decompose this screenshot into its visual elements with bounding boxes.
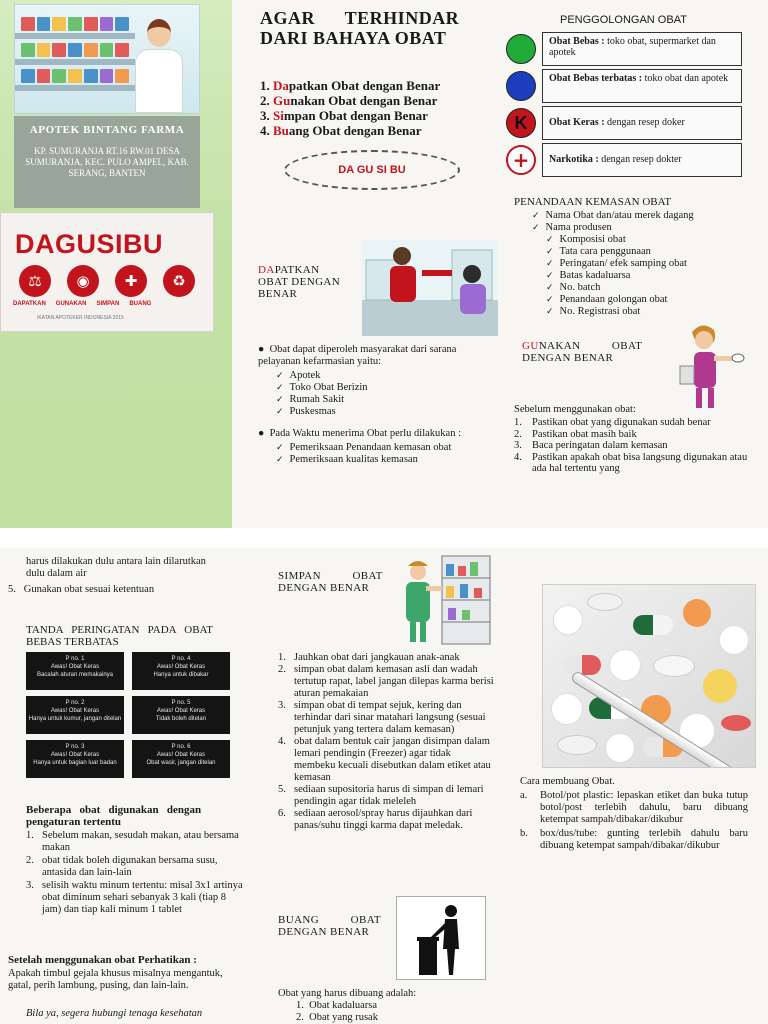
section-get-title: DAPATKAN OBAT DENGAN BENAR — [258, 264, 341, 300]
warning-card: P no. 4 Awas! Obat Keras Hanya untuk dibakar — [132, 652, 230, 690]
list-item: 2. Pastikan obat masih baik — [514, 428, 637, 440]
class-row-bebas: Obat Bebas : toko obat, supermarket dan apotek — [506, 32, 766, 66]
place-item: ✓ Rumah Sakit — [276, 394, 494, 406]
list-item: 4. Pastikan apakah obat bisa langsung digunakan atau ada hal tertentu yang — [514, 451, 748, 474]
after-use-italic: Bila ya, segera hubungi tenaga kesehatan — [26, 1008, 203, 1019]
place-item: ✓ Toko Obat Berizin — [276, 382, 494, 394]
check-item: ✓ Pemeriksaan kualitas kemasan — [276, 454, 494, 466]
class-row-narkotika: + Narkotika : dengan resep dokter — [506, 143, 766, 177]
packaging-item: ✓ Tata cara penggunaan — [546, 246, 764, 258]
after-use-text: Apakah timbul gejala khusus misalnya mengantuk, gatal, perih lambung, pusing, dan lain-lain. — [8, 968, 223, 991]
store-medicine-icon: ✚ — [115, 265, 147, 297]
list-item: 3. selisih waktu minum tertentu: misal 3x1 artinya obat diminum sehari sebanyak 3 kali (tiap 8 jam) dan tiap kali minum 1 tablet — [26, 880, 243, 915]
pills-thermometer-photo — [542, 584, 756, 768]
step-item: 4. Buang Obat dengan Benar — [260, 123, 422, 138]
list-item: ● Obat dapat diperoleh masyarakat dari sarana pelayanan kefarmasian yaitu: ✓ Apotek ✓ Toko Obat Berizin ✓ Rumah Sakit ✓ Puskesmas — [258, 344, 494, 418]
section-store-title: SIMPAN OBAT DENGAN BENAR — [278, 570, 383, 594]
list-item: 1. Jauhkan obat dari jangkauan anak-anak — [278, 652, 460, 663]
warnings-panel — [0, 548, 256, 1024]
discard-medicine-icon: ♻ — [163, 265, 195, 297]
use-medicine-icon: ◉ — [67, 265, 99, 297]
logo-label: DAPATKAN — [13, 301, 46, 307]
warning-card: P no. 1 Awas! Obat Keras Bacalah aturan memakainya — [26, 652, 124, 690]
shelf-products — [21, 43, 129, 57]
dagusibu-ellipse: DA GU SI BU — [284, 150, 460, 190]
discard-list — [296, 1000, 378, 1024]
rules-title: Beberapa obat digunakan dengan pengaturan tertentu — [26, 804, 204, 828]
logo-title: DAGUSIBU — [15, 229, 164, 259]
check-item: ✓ Pemeriksaan Penandaan kemasan obat — [276, 442, 494, 454]
classification-title: PENGGOLONGAN OBAT — [560, 14, 687, 26]
section-discard-title: BUANG OBAT DENGAN BENAR — [278, 914, 381, 938]
packaging-item: ✓ Nama Obat dan/atau merek dagang — [532, 210, 764, 222]
red-cross-icon: + — [506, 145, 536, 175]
packaging-item: ✓ Batas kadaluarsa — [546, 270, 764, 282]
step-item: 1. Dapatkan Obat dengan Benar — [260, 78, 441, 93]
store-list — [278, 652, 494, 832]
trash-bin-icon — [396, 896, 486, 980]
place-item: ✓ Puskesmas — [276, 406, 494, 418]
cover-panel — [0, 0, 232, 528]
packaging-item: ✓ Nama produsen — [532, 222, 764, 234]
discard-intro: Obat yang harus dibuang adalah: — [278, 988, 417, 999]
list-item: 2. simpan obat dalam kemasan asli dan wadah tertutup rapat, label jangan dilepas karma berisi aturan pemakaian — [278, 664, 494, 699]
logo-labels — [13, 301, 151, 307]
list-item: 1. Obat kadaluarsa — [296, 1000, 378, 1011]
place-item: ✓ Apotek — [276, 370, 494, 382]
class-row-keras: K Obat Keras : dengan resep doker — [506, 106, 766, 140]
list-item: 3. Baca peringatan dalam kemasan — [514, 440, 668, 451]
step-item: 2. Gunakan Obat dengan Benar — [260, 93, 438, 108]
list-item: 6. sediaan aerosol/spray harus dijauhkan dari panas/suhu tinggi karma dapat meledak. — [278, 808, 473, 831]
howto-list — [520, 790, 748, 852]
green-circle-icon — [506, 34, 536, 64]
logo-label: SIMPAN — [96, 301, 120, 307]
list-item: 5. sediaan supositoria harus di simpan di lemari pendingin agar tidak meleleh — [278, 784, 484, 807]
list-item: 2. obat tidak boleh digunakan bersama susu, antasida dan lain-lain — [26, 855, 218, 878]
main-title-line2: DARI BAHAYA OBAT — [260, 28, 447, 48]
logo-icons — [19, 265, 195, 297]
list-item: 1. Pastikan obat yang digunakan sudah benar — [514, 417, 711, 428]
pharmacy-title-box — [14, 116, 200, 208]
blue-circle-icon — [506, 71, 536, 101]
before-use-title: Sebelum menggunakan obat: — [514, 404, 636, 415]
list-item: 4. obat dalam bentuk cair jangan disimpan dalam lemari pendingin (Freezer) agar tidak membeku kecuali disebutkan dalam etiket atau kemasan — [278, 736, 491, 783]
list-item: 3. simpan obat di tempat sejuk, kering dan terhindar dari sinar matahari langsung (sesuai petunjuk yang tertera dalam kemasan) — [278, 700, 486, 735]
pharmacist-illustration — [129, 15, 189, 113]
shelf-products — [21, 69, 129, 83]
warning-card: P no. 3 Awas! Obat Keras Hanya untuk bagian luar badan — [26, 740, 124, 778]
packaging-item: ✓ Komposisi obat — [546, 234, 764, 246]
warning-card: P no. 6 Awas! Obat Keras Obat wasir, jangan ditelan — [132, 740, 230, 778]
dagusibu-panel — [244, 0, 500, 528]
classification-panel — [506, 0, 768, 528]
shelf-products — [21, 17, 129, 31]
logo-label: GUNAKAN — [55, 301, 87, 307]
use-item-5: 5. Gunakan obat sesuai ketentuan — [8, 584, 155, 595]
page-gap — [0, 528, 768, 548]
packaging-item: ✓ No. Registrasi obat — [546, 306, 764, 318]
shelf — [15, 59, 135, 65]
rules-list — [26, 830, 244, 916]
before-use-list — [514, 417, 760, 475]
packaging-item: ✓ Peringatan/ efek samping obat — [546, 258, 764, 270]
dagusibu-logo — [0, 212, 214, 332]
packaging-item: ✓ Penandaan golongan obat — [546, 294, 764, 306]
step-item: 3. Simpan Obat dengan Benar — [260, 108, 428, 123]
get-medicine-list — [258, 344, 494, 470]
store-discard-panel — [262, 548, 506, 1024]
dagusibu-steps — [260, 78, 440, 138]
disposal-panel — [510, 548, 768, 1024]
pharmacy-address: KP. SUMURANJA RT.16 RW.01 DESA SUMURANJA, KEC. PULO AMPEL, KAB. SERANG, BANTEN — [25, 146, 189, 178]
class-row-bebas-terbatas: Obat Bebas terbatas : toko obat dan apotek — [506, 69, 766, 103]
packaging-item: ✓ No. batch — [546, 282, 764, 294]
list-item: a. Botol/pot plastic: lepaskan etiket dan buka tutup botol/post terlebih dahulu, baru dibuang ketempat sampah/dibakar/dikubur — [520, 790, 748, 825]
girl-with-pill-illustration — [678, 322, 748, 414]
list-item: 2. Obat yang rusak — [296, 1012, 378, 1023]
logo-footer: IKATAN APOTEKER INDONESIA 2015 — [37, 315, 124, 321]
list-item: b. box/dus/tube: gunting terlebih dahulu baru dibuang ketempat sampah/dibakar/dikubur — [520, 828, 748, 851]
list-item: 1. Sebelum makan, sesudah makan, atau bersama makan — [26, 830, 239, 853]
get-medicine-icon: ⚖ — [19, 265, 51, 297]
packaging-list — [514, 210, 764, 318]
main-title-line1: AGAR TERHINDAR — [260, 8, 460, 28]
k-circle-icon: K — [506, 108, 536, 138]
howto-title: Cara membuang Obat. — [520, 776, 615, 787]
logo-label: BUANG — [129, 301, 152, 307]
pharmacy-counter-illustration — [362, 240, 498, 336]
section-use-title: GUNAKAN OBAT DENGAN BENAR — [522, 340, 643, 364]
list-item: ● Pada Waktu menerima Obat perlu dilakukan : ✓ Pemeriksaan Penandaan kemasan obat ✓ Pemeriksaan kualitas kemasan — [258, 428, 494, 466]
after-use-title: Setelah menggunakan obat Perhatikan : — [8, 954, 197, 966]
shelf — [15, 33, 135, 39]
shelf — [15, 85, 135, 91]
packaging-title: PENANDAAN KEMASAN OBAT — [514, 196, 672, 208]
continued-text: harus dilakukan dulu antara lain dilarutkan dulu dalam air — [26, 556, 206, 579]
pharmacist-shelf-illustration — [396, 554, 492, 646]
warning-title: TANDA PERINGATAN PADA OBAT BEBAS TERBATAS — [26, 624, 213, 648]
pharmacy-photo — [14, 4, 200, 114]
warning-signs — [26, 652, 230, 778]
warning-card: P no. 2 Awas! Obat Keras Hanya untuk kumur, jangan ditelan — [26, 696, 124, 734]
pharmacy-name: APOTEK BINTANG FARMA — [29, 124, 185, 136]
warning-card: P no. 5 Awas! Obat Keras Tidak boleh ditelan — [132, 696, 230, 734]
